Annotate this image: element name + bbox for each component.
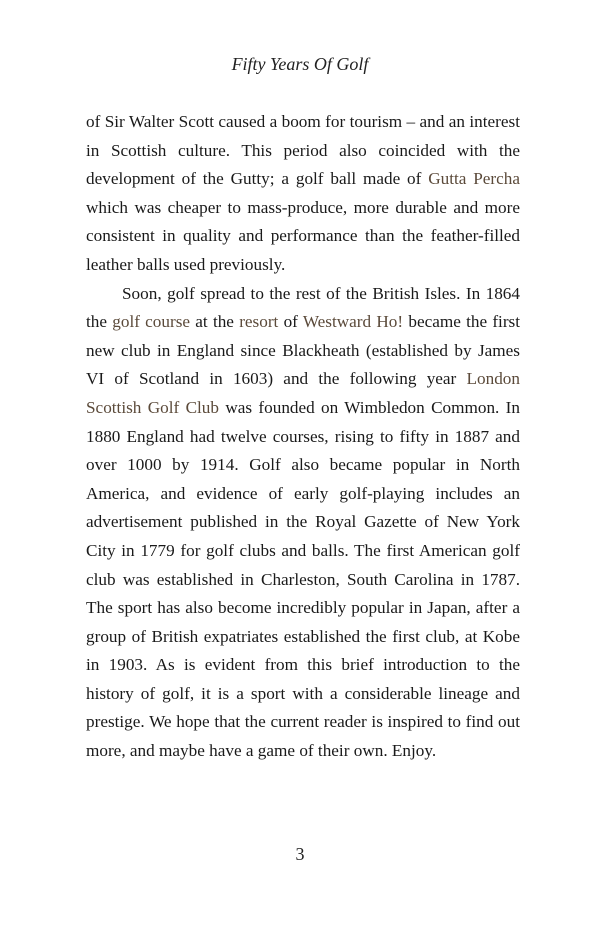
link-london-scottish-golf-club[interactable]: London Scottish Golf Club [86,369,520,417]
link-westward-ho[interactable]: Westward Ho! [302,312,404,332]
paragraph-1-text-a: of Sir Walter Scott caused a boom for tourism – and an interest in Scottish culture. This period also coincided with the development of the Gutty; a golf ball made of [86,112,520,189]
link-golf-course[interactable]: golf course [112,312,191,332]
page-number: 3 [295,844,305,864]
body-text [86,108,520,766]
link-gutta-percha[interactable]: Gutta Percha [428,169,521,189]
paragraph-2-text-a: Soon, golf spread to the rest of the British Isles. In 1864 the [86,283,520,332]
paragraph-2 [86,280,520,766]
paragraph-2-text-c: of [278,312,303,332]
paragraph-2-text-d: became the first new club in England since Blackheath (established by James VI of Scotland in 1603) and the following year [86,312,521,389]
paragraph-2-text-b: at the [190,312,240,332]
paragraph-1-text-b: which was cheaper to mass-produce, more durable and more consistent in quality and performance than the feather-filled leather balls used previously. [86,197,520,274]
running-head: Fifty Years Of Golf [231,54,369,74]
paragraph-2-text-e: was founded on Wimbledon Common. In 1880 England had twelve courses, rising to fifty in 1887 and over 1000 by 1914. Golf also became popular in North America, and evidence of early golf-playing includes an advertisement published in the Royal Gazette of New York City in 1779 for golf clubs and balls. The first American golf club was established in Charleston, South Carolina in 1787. The sport has also become incredibly popular in Japan, after a group of British expatriates established the first club, at Kobe in 1903. As is evident from this brief introduction to the history of golf, it is a sport with a considerable lineage and prestige. We hope that the current reader is inspired to find out more, and maybe have a game of their own. Enjoy. [86,397,520,761]
link-resort[interactable]: resort [239,312,279,332]
paragraph-1 [86,108,520,280]
